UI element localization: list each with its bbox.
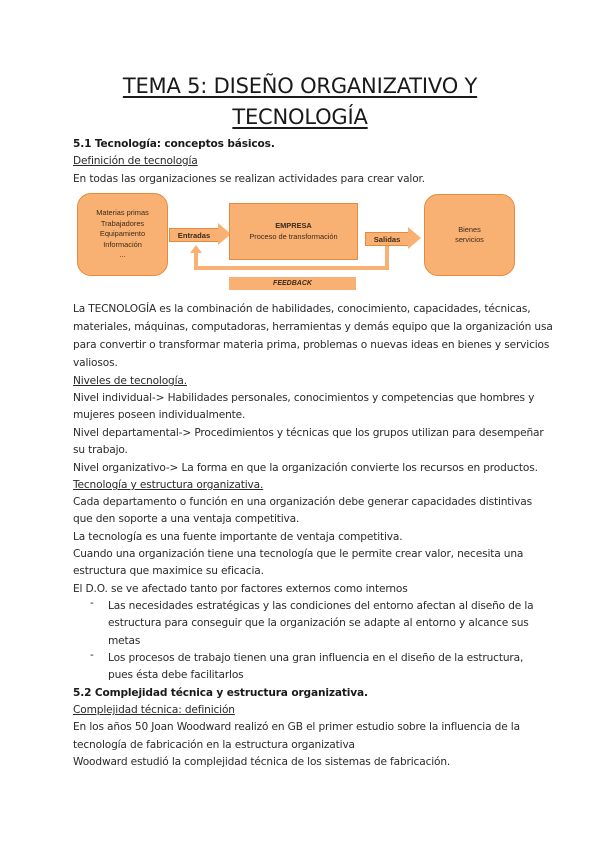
input-item: Trabajadores — [100, 218, 145, 228]
salidas-label: Salidas — [365, 232, 408, 246]
intro-text: En todas las organizaciones se realizan actividades para crear valor. — [73, 173, 426, 185]
entradas-arrow — [169, 223, 231, 245]
transformation-process-diagram — [0, 0, 600, 300]
subheading-definicion: Definición de tecnología — [73, 155, 198, 167]
empresa-subtitle: Proceso de transformación — [249, 231, 338, 241]
niveles-line: Nivel organizativo-> La forma en que la organización convierte los recursos en productos. — [73, 462, 538, 474]
feedback-line-horizontal — [194, 266, 389, 270]
bullet-line: pues ésta debe facilitarlos — [108, 669, 244, 681]
salidas-arrow — [365, 227, 421, 249]
definition-line: La TECNOLOGÍA es la combinación de habilidades, conocimiento, capacidades, técnicas, — [73, 303, 531, 315]
estructura-line: Cuando una organización tiene una tecnología que le permite crear valor, necesita una — [73, 548, 524, 560]
estructura-line: La tecnología es una fuente importante de ventaja competitiva. — [73, 531, 403, 543]
niveles-line: mujeres poseen individualmente. — [73, 409, 246, 421]
section-heading-5-1: 5.1 Tecnología: conceptos básicos. — [73, 138, 275, 150]
empresa-box — [229, 203, 358, 260]
bullet-line: Las necesidades estratégicas y las condiciones del entorno afectan al diseño de la — [108, 600, 534, 612]
bullet-dash-icon: - — [90, 649, 94, 661]
bullet-line: estructura para conseguir que la organización se adapte al entorno y alcance sus — [108, 617, 529, 629]
empresa-title: EMPRESA — [275, 221, 312, 230]
estructura-line: El D.O. se ve afectado tanto por factores externos como internos — [73, 583, 408, 595]
input-item: ... — [119, 250, 126, 260]
feedback-line-vertical-left — [194, 252, 198, 270]
page-title-line-2: TECNOLOGÍA — [232, 105, 368, 129]
estructura-line: estructura que maximice su eficacia. — [73, 565, 264, 577]
section-heading-5-2: 5.2 Complejidad técnica y estructura organizativa. — [73, 687, 368, 699]
definition-line: para convertir o transformar materia prima, problemas o nuevas ideas en bienes y servicios — [73, 339, 550, 351]
definition-line: valiosos. — [73, 357, 118, 369]
outputs-box — [424, 194, 515, 276]
bullet-line: Los procesos de trabajo tienen una gran influencia en el diseño de la estructura, — [108, 652, 524, 664]
niveles-line: Nivel departamental-> Procedimientos y técnicas que los grupos utilizan para desempeñar — [73, 427, 544, 439]
section2-line: Woodward estudió la complejidad técnica de los sistemas de fabricación. — [73, 756, 451, 768]
feedback-label: FEEDBACK — [229, 277, 356, 290]
section2-line: En los años 50 Joan Woodward realizó en GB el primer estudio sobre la influencia de la — [73, 721, 520, 733]
output-item: servicios — [455, 235, 484, 244]
input-item: Equipamiento — [99, 229, 146, 239]
niveles-line: su trabajo. — [73, 444, 128, 456]
estructura-line: que den soporte a una ventaja competitiva. — [73, 513, 300, 525]
input-item: Materias primas — [96, 208, 149, 218]
input-item: Información — [103, 239, 142, 249]
definition-line: materiales, máquinas, computadoras, herramientas y demás equipo que la organización usa — [73, 321, 553, 333]
subheading-complejidad: Complejidad técnica: definición — [73, 704, 235, 716]
entradas-label: Entradas — [169, 228, 218, 242]
subheading-niveles: Niveles de tecnología. — [73, 375, 187, 387]
inputs-box — [77, 193, 168, 276]
niveles-line: Nivel individual-> Habilidades personales, conocimientos y competencias que hombres y — [73, 392, 535, 404]
output-item: Bienes — [458, 224, 481, 234]
section2-line: tecnología de fabricación en la estructura organizativa — [73, 739, 355, 751]
estructura-line: Cada departamento o función en una organización debe generar capacidades distintivas — [73, 496, 532, 508]
feedback-arrow-head-icon — [190, 245, 202, 253]
subheading-estructura: Tecnología y estructura organizativa. — [73, 479, 264, 491]
bullet-dash-icon: - — [90, 597, 94, 609]
bullet-line: metas — [108, 635, 141, 647]
page-title-line-1: TEMA 5: DISEÑO ORGANIZATIVO Y — [122, 74, 478, 98]
right-arrow-head-icon — [408, 227, 421, 249]
